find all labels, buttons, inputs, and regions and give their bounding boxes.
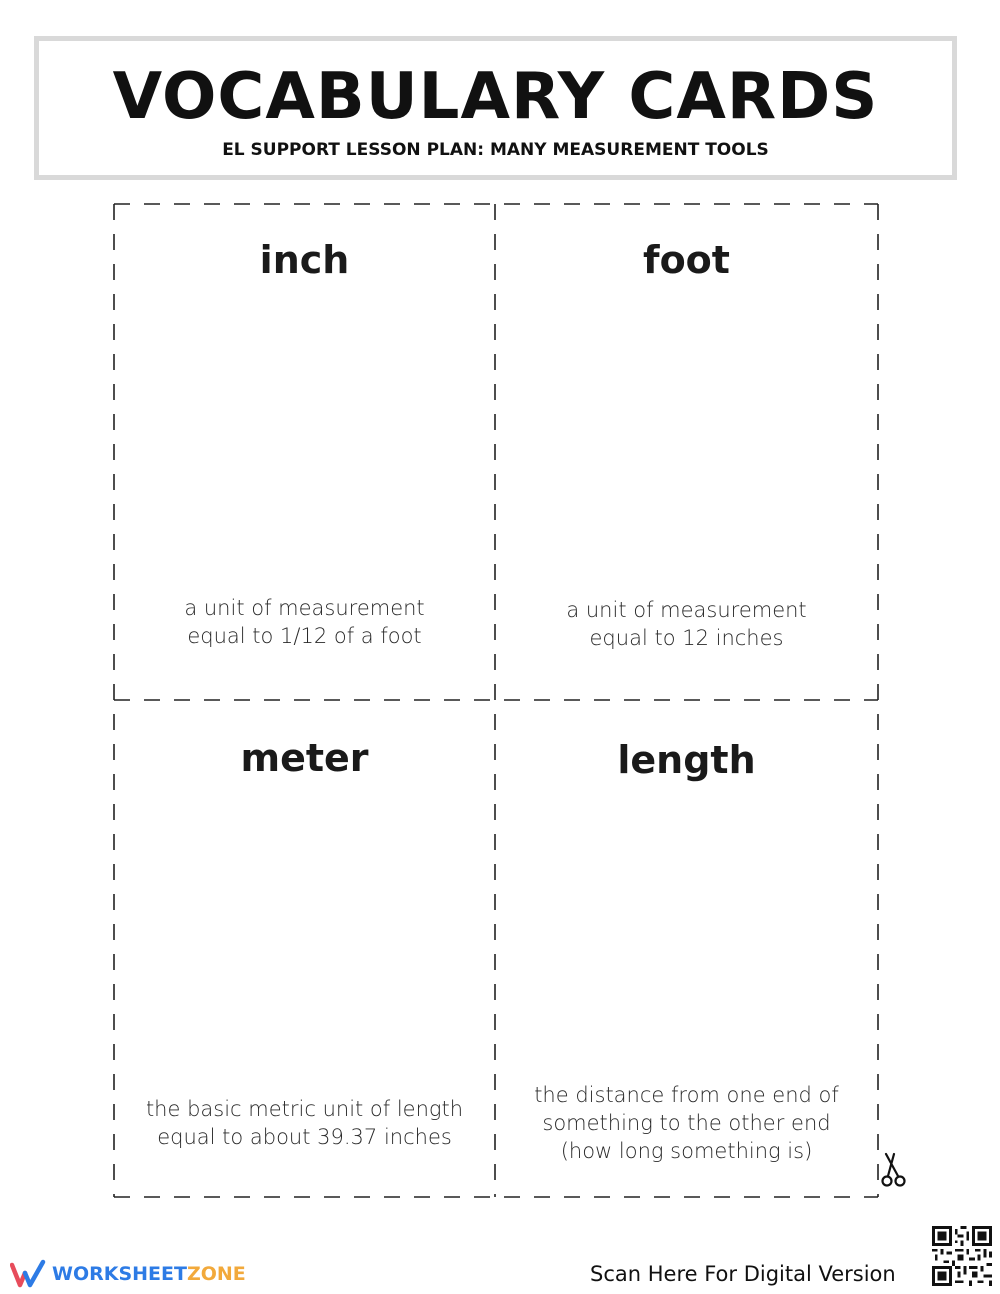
card-definition: the distance from one end of something to the other end (how long something is) bbox=[534, 1083, 839, 1163]
card-term: length bbox=[617, 738, 756, 782]
card-definition: a unit of measurement equal to 1/12 of a foot bbox=[184, 596, 425, 648]
card-definition: a unit of measurement equal to 12 inches bbox=[566, 598, 807, 650]
card-term: inch bbox=[259, 238, 350, 282]
brand-name-part2: ZONE bbox=[186, 1263, 246, 1285]
card-term: meter bbox=[240, 736, 369, 780]
worksheetzone-logo[interactable] bbox=[10, 1257, 246, 1291]
card-term: foot bbox=[643, 238, 730, 282]
vocab-card-inch bbox=[114, 204, 495, 700]
vocab-card-foot bbox=[495, 204, 878, 700]
brand-name-part1: WORKSHEET bbox=[52, 1263, 187, 1285]
scissors-icon bbox=[878, 1152, 910, 1188]
scan-instruction: Scan Here For Digital Version bbox=[590, 1262, 896, 1286]
qr-code[interactable] bbox=[932, 1226, 992, 1286]
logo-mark-icon bbox=[10, 1259, 46, 1289]
card-definition: the basic metric unit of length equal to about 39.37 inches bbox=[145, 1097, 464, 1149]
brand-name bbox=[52, 1263, 246, 1285]
vocab-card-meter bbox=[114, 700, 495, 1197]
page-title: VOCABULARY CARDS bbox=[112, 60, 879, 134]
vocab-card-length bbox=[495, 700, 878, 1197]
page-subtitle: EL SUPPORT LESSON PLAN: MANY MEASUREMENT TOOLS bbox=[222, 140, 769, 160]
